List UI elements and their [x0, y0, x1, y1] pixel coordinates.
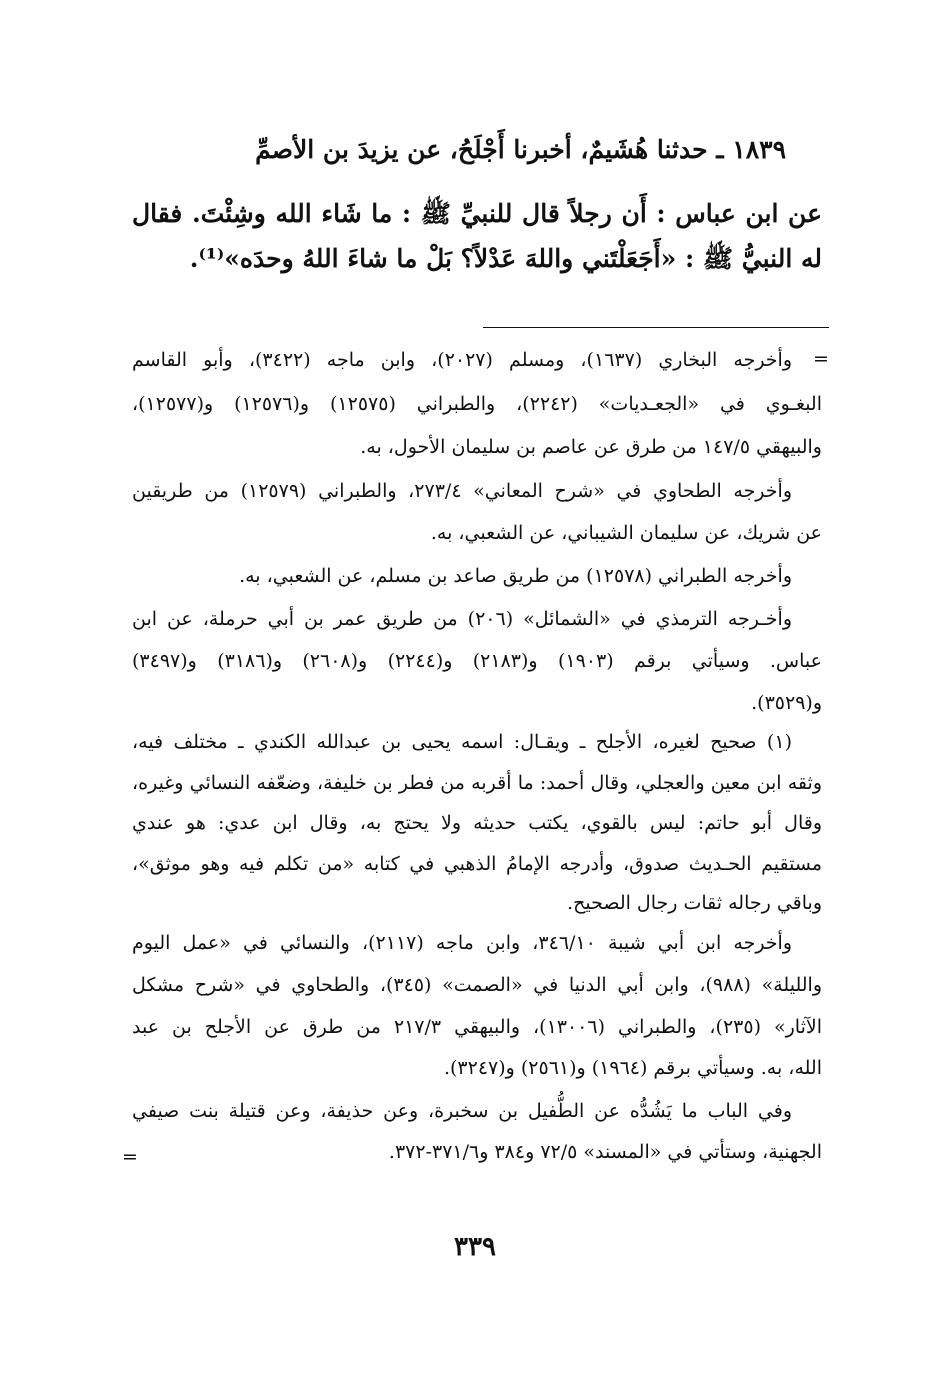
- footnote-line: الله، به. وسيأتي برقم (١٩٦٤) و(٢٥٦١) و(٣٢٤٧).: [443, 1057, 822, 1079]
- hadith-text-line: له النبيُّ ﷺ : «أَجَعَلْتَني واللهَ عَدْلاً؟ بَلْ ما شاءَ اللهُ وحدَه»⁽¹⁾.: [189, 244, 822, 273]
- footnote-line: مستقيم الحـديث صدوق، وأدرجه الإمامُ الذهبي في كتابه «من تكلم فيه وهو موثق»،: [132, 853, 822, 875]
- footnote-line: (١) صحيح لغيره، الأجلح ـ ويقـال: اسمه يحيى بن عبدالله الكندي ـ مختلف فيه،: [132, 731, 792, 753]
- footnote-line: عباس. وسيأتي برقم (١٩٠٣) و(٢١٨٣) و(٢٢٤٤) و(٢٦٠٨) و(٣١٨٦) و(٣٤٩٧): [132, 650, 822, 672]
- footnote-line: البغـوي في «الجعـديات» (٢٢٤٢)، والطبراني (١٢٥٧٥) و(١٢٥٧٦) و(١٢٥٧٧)،: [132, 393, 822, 415]
- hadith-text-line: عن ابن عباس : أَن رجلاً قال للنبيِّ ﷺ : ما شَاء الله وشِئْتَ. فقال: [132, 199, 822, 228]
- footnote-line: عن شريك، عن سليمان الشيباني، عن الشعبي، به.: [430, 522, 822, 544]
- page-number: ٣٣٩: [454, 1232, 496, 1262]
- footnote-line: وفي الباب ما يَشُدُّه عن الطُّفيل بن سخبرة، وعن حذيفة، وعن قتيلة بنت صيفي: [132, 1100, 792, 1122]
- footnote-line: وقال أبو حاتم: ليس بالقوي، يكتب حديثه ولا يحتج به، وقال ابن عدي: هو عندي: [132, 812, 822, 834]
- footnote-line: الجهنية، وستأتي في «المسند» ٧٢/٥ و٣٨٤ و٣٧١/٦-٣٧٢.: [388, 1141, 822, 1163]
- footnote-line: وأخرجه البخاري (١٦٣٧)، ومسلم (٢٠٢٧)، وابن ماجه (٣٤٢٢)، وأبو القاسم: [132, 349, 793, 371]
- footnote-line: والليلة» (٩٨٨)، وابن أبي الدنيا في «الصمت» (٣٤٥)، والطحاوي في «شرح مشكل: [132, 974, 822, 996]
- footnote-line: وباقي رجاله ثقات رجال الصحيح.: [567, 892, 822, 914]
- footnote-line: وأخرجه الطبراني (١٢٥٧٨) من طريق صاعد بن مسلم، عن الشعبي، به.: [239, 565, 792, 587]
- footnote-line: وأخـرجه الترمذي في «الشمائل» (٢٠٦) من طريق عمر بن أبي حرملة، عن ابن: [132, 608, 792, 630]
- footnote-separator: [483, 327, 829, 328]
- footnote-line: و(٣٥٢٩).: [751, 692, 822, 714]
- footnote-line: والبيهقي ١٤٧/٥ من طرق عن عاصم بن سليمان الأحول، به.: [360, 436, 822, 458]
- footnote-line: وثقه ابن معين والعجلي، وقال أحمد: ما أقربه من فطر بن خليفة، وضعّفه النسائي وغيره،: [132, 772, 822, 794]
- footnote-line: وأخرجه ابن أبي شيبة ٣٤٦/١٠، وابن ماجه (٢١١٧)، والنسائي في «عمل اليوم: [132, 932, 792, 954]
- footnote-line: وأخرجه الطحاوي في «شرح المعاني» ٢٧٣/٤، والطبراني (١٢٥٧٩) من طريقين: [132, 480, 792, 502]
- footnote-line: الآثار» (٢٣٥)، والطبراني (١٣٠٠٦)، والبيهقي ٢١٧/٣ من طرق عن الأجلح بن عبد: [132, 1016, 822, 1038]
- hadith-chain: ١٨٣٩ ـ حدثنا هُشَيمٌ، أخبرنا أَجْلَحُ، عن يزيدَ بن الأصمِّ: [255, 135, 786, 164]
- continuation-mark-bottom: =: [122, 1146, 138, 1168]
- continuation-mark-top: =: [813, 348, 829, 370]
